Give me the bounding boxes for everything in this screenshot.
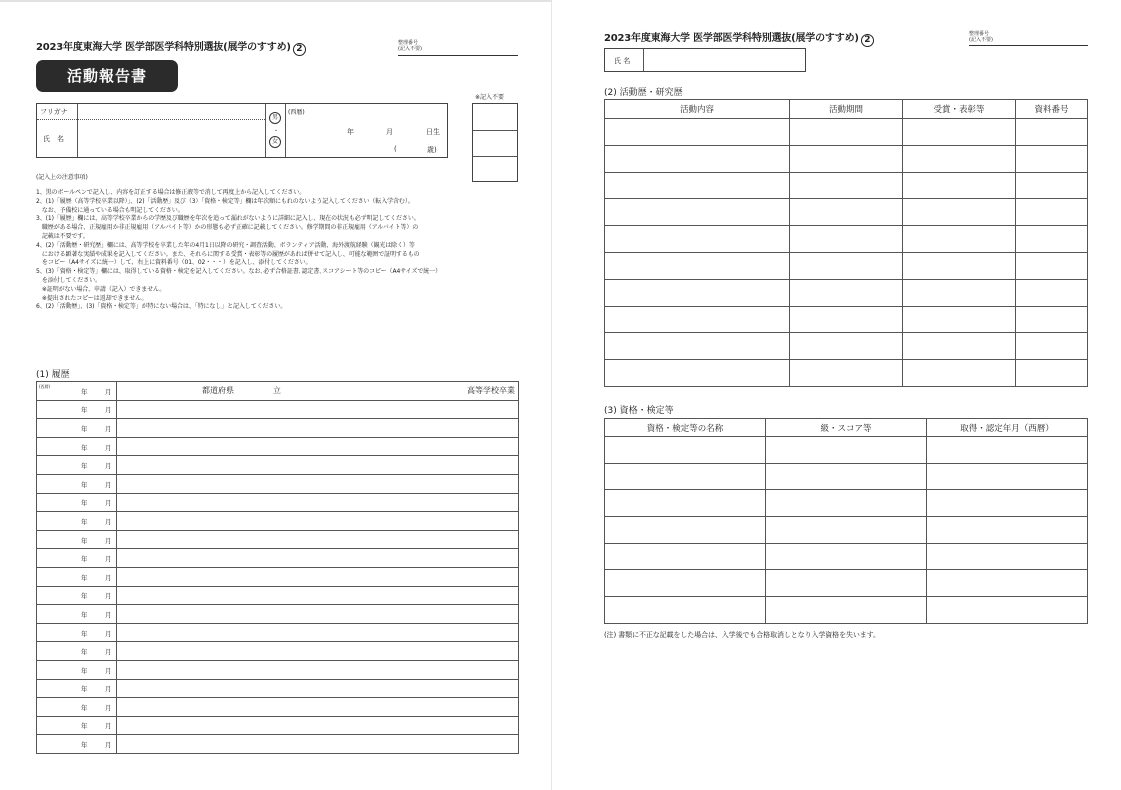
activity-period-cell[interactable] (790, 306, 903, 333)
activity-col-period: 活動期間 (790, 100, 903, 119)
activity-docno-cell[interactable] (1016, 333, 1088, 360)
rireki-row (37, 530, 519, 549)
activity-content-cell[interactable] (605, 226, 790, 253)
year-label: 年 (81, 610, 88, 619)
month-label: 月 (105, 443, 112, 452)
name-field[interactable] (79, 121, 264, 155)
notes-list (36, 189, 520, 312)
month-label: 月 (105, 406, 112, 415)
female-option[interactable]: 女 (269, 136, 281, 148)
rireki-row (37, 493, 519, 512)
rireki-content-cell[interactable] (117, 660, 519, 679)
furigana-field[interactable] (79, 104, 264, 118)
activity-col-content: 活動内容 (605, 100, 790, 119)
activity-award-cell[interactable] (903, 199, 1016, 226)
qual-date-cell[interactable] (927, 517, 1088, 544)
name-box (604, 48, 806, 72)
activity-row (605, 226, 1088, 253)
rireki-row (37, 512, 519, 531)
qual-name-cell[interactable] (605, 463, 766, 490)
qual-col-name: 資格・検定等の名称 (605, 419, 766, 437)
rireki-row (37, 716, 519, 735)
year-label: 年 (81, 741, 88, 750)
qualification-row (605, 570, 1088, 597)
activity-award-cell[interactable] (903, 252, 1016, 279)
rireki-content-cell[interactable] (117, 549, 519, 568)
note-line: 4、(2)「活動歴・研究歴」欄には、高等学校を卒業した年の4月1日以降の研究・調査活動、ボランティア活動、海外渡航経験（観光は除く）等 (36, 241, 415, 249)
seiri-sublabel: (記入不要) (969, 37, 993, 43)
activity-row (605, 279, 1088, 306)
rireki-date-cell[interactable] (37, 735, 117, 754)
qualification-table (604, 418, 1088, 624)
rireki-content-cell[interactable] (117, 437, 519, 456)
year-label: 年 (81, 480, 88, 489)
applicant-box (36, 103, 448, 158)
note-line: における顕著な実績や成果を記入してください。また、それらに関する受賞・表彰等の履歴があれば併せて記入し、可能な範囲で証明するもの (36, 250, 420, 258)
birth-day-label: 日生 (426, 128, 440, 136)
note-line: ※証明がない場合、申請（記入）できません。 (36, 285, 166, 293)
qual-score-cell[interactable] (766, 517, 927, 544)
qual-col-date: 取得・認定年月（西暦） (927, 419, 1088, 437)
activity-period-cell[interactable] (790, 172, 903, 199)
activity-content-cell[interactable] (605, 252, 790, 279)
note-line: なお、予備校に通っている場合も明記してください。 (36, 206, 184, 214)
qual-name-cell[interactable] (605, 517, 766, 544)
activity-row (605, 360, 1088, 387)
birth-month-label: 月 (386, 128, 393, 136)
qual-name-cell[interactable] (605, 490, 766, 517)
rireki-row (37, 549, 519, 568)
month-label: 月 (105, 499, 112, 508)
qual-score-cell[interactable] (766, 543, 927, 570)
seiri-line (398, 55, 518, 56)
gender-separator: ・ (273, 128, 280, 135)
header-title: 2023年度東海大学 医学部医学科特別選抜(展学のすすめ) (36, 42, 291, 53)
note-line: 記載は不要です。 (36, 232, 89, 240)
activity-report-page-2 (553, 0, 1121, 790)
qual-col-score: 級・スコア等 (766, 419, 927, 437)
report-banner: 活動報告書 (36, 60, 178, 92)
rireki-content-cell[interactable] (117, 512, 519, 531)
rireki-table (36, 381, 519, 754)
month-label: 月 (105, 629, 112, 638)
rireki-date-cell[interactable] (37, 419, 117, 438)
activity-row (605, 252, 1088, 279)
month-label: 月 (105, 424, 112, 433)
activity-report-page-1 (0, 0, 552, 790)
qual-date-cell[interactable] (927, 570, 1088, 597)
qualification-row (605, 517, 1088, 544)
activity-period-cell[interactable] (790, 333, 903, 360)
activity-docno-cell[interactable] (1016, 226, 1088, 253)
activity-title: (2) 活動歴・研究歴 (604, 88, 683, 98)
activity-docno-cell[interactable] (1016, 306, 1088, 333)
year-label: 年 (81, 648, 88, 657)
activity-col-award: 受賞・表彰等 (903, 100, 1016, 119)
activity-col-docno: 資料番号 (1016, 100, 1088, 119)
rireki-date-cell[interactable] (37, 549, 117, 568)
rireki-content-cell[interactable] (117, 605, 519, 624)
activity-docno-cell[interactable] (1016, 119, 1088, 146)
rireki-row (37, 586, 519, 605)
rireki-date-cell[interactable] (37, 400, 117, 419)
circled-number: 2 (861, 34, 874, 47)
activity-row (605, 119, 1088, 146)
activity-content-cell[interactable] (605, 199, 790, 226)
rireki-row (37, 382, 519, 401)
rireki-date-cell[interactable] (37, 474, 117, 493)
rireki-content-cell[interactable] (117, 735, 519, 754)
activity-period-cell[interactable] (790, 226, 903, 253)
activity-row (605, 145, 1088, 172)
rireki-row (37, 567, 519, 586)
seiri-sublabel: (記入不要) (398, 46, 422, 52)
footnote: (注) 書類に不正な記載をした場合は、入学後でも合格取消しとなり入学資格を失います。 (604, 631, 880, 639)
qual-date-cell[interactable] (927, 437, 1088, 464)
qualification-title: (3) 資格・検定等 (604, 406, 674, 416)
rireki-content-cell[interactable] (117, 493, 519, 512)
activity-content-cell[interactable] (605, 360, 790, 387)
month-label: 月 (105, 610, 112, 619)
rireki-date-cell[interactable] (37, 456, 117, 475)
qual-score-cell[interactable] (766, 570, 927, 597)
rireki-content-cell[interactable] (117, 456, 519, 475)
qual-score-cell[interactable] (766, 463, 927, 490)
qual-date-cell[interactable] (927, 597, 1088, 624)
rireki-content-cell[interactable] (117, 586, 519, 605)
rireki-date-cell[interactable] (37, 698, 117, 717)
activity-content-cell[interactable] (605, 306, 790, 333)
activity-table (604, 99, 1088, 387)
year-label: 年 (81, 685, 88, 694)
pref-label: 都道府県 (202, 385, 234, 395)
rireki-content-cell[interactable] (117, 474, 519, 493)
activity-award-cell[interactable] (903, 360, 1016, 387)
note-line: をコピー（A4サイズに統一）して、右上に資料番号（01、02・・・）を記入し、添付してください。 (36, 259, 312, 267)
activity-docno-cell[interactable] (1016, 199, 1088, 226)
activity-period-cell[interactable] (790, 145, 903, 172)
activity-row (605, 306, 1088, 333)
qual-score-cell[interactable] (766, 597, 927, 624)
activity-row (605, 172, 1088, 199)
month-label: 月 (105, 592, 112, 601)
activity-content-cell[interactable] (605, 119, 790, 146)
note-line: ※提出されたコピーは返却できません。 (36, 294, 148, 302)
month-label: 月 (105, 462, 112, 471)
activity-award-cell[interactable] (903, 279, 1016, 306)
month-label: 月 (105, 555, 112, 564)
seiri-number (969, 31, 993, 43)
activity-award-cell[interactable] (903, 119, 1016, 146)
rireki-date-cell[interactable] (37, 512, 117, 531)
graduate-label: 高等学校卒業 (467, 385, 515, 395)
note-line: 6、(2)「活動歴」、(3)「資格・検定等」が特にない場合は、「特になし」と記入してください。 (36, 303, 287, 311)
birth-year-label: 年 (347, 128, 354, 136)
note-line: を添付してください。 (36, 276, 101, 284)
qual-name-cell[interactable] (605, 437, 766, 464)
rireki-date-cell[interactable] (37, 493, 117, 512)
rireki-row (37, 642, 519, 661)
qual-name-cell[interactable] (605, 570, 766, 597)
rireki-row (37, 400, 519, 419)
rireki-row (37, 735, 519, 754)
activity-period-cell[interactable] (790, 252, 903, 279)
rireki-date-cell[interactable] (37, 716, 117, 735)
activity-award-cell[interactable] (903, 226, 1016, 253)
rireki-content-cell[interactable] (117, 567, 519, 586)
year-label: 年 (81, 555, 88, 564)
year-label: 年 (81, 629, 88, 638)
name-field[interactable] (645, 50, 803, 70)
rireki-row (37, 679, 519, 698)
activity-docno-cell[interactable] (1016, 360, 1088, 387)
circled-number: 2 (293, 43, 306, 56)
rireki-content-cell[interactable] (117, 382, 519, 401)
year-label: 年 (81, 536, 88, 545)
age-close: 歳) (427, 146, 437, 154)
rireki-date-cell[interactable] (37, 382, 117, 401)
rireki-row (37, 623, 519, 642)
rireki-row (37, 419, 519, 438)
note-line: 1、黒のボールペンで記入し、内容を訂正する場合は修正液等で消して再度上から記入してください。 (36, 189, 306, 196)
rireki-date-cell[interactable] (37, 437, 117, 456)
activity-docno-cell[interactable] (1016, 279, 1088, 306)
activity-row (605, 333, 1088, 360)
year-label: 年 (81, 517, 88, 526)
month-label: 月 (105, 722, 112, 731)
note-line: 2、(1)「履歴（高等学校卒業以降）」、(2)「活動歴」及び（3）「資格・検定等」欄は年次順にもれのないよう記入してください（転入学含む）。 (36, 197, 414, 205)
rireki-content-cell[interactable] (117, 716, 519, 735)
male-option[interactable]: 男 (269, 112, 281, 124)
rireki-content-cell[interactable] (117, 642, 519, 661)
rireki-date-cell[interactable] (37, 605, 117, 624)
qualification-row (605, 490, 1088, 517)
era-label: (西暦) (39, 383, 51, 389)
activity-award-cell[interactable] (903, 333, 1016, 360)
month-label: 月 (105, 666, 112, 675)
activity-content-cell[interactable] (605, 145, 790, 172)
era-label: (西暦) (288, 109, 305, 116)
rireki-content-cell[interactable] (117, 623, 519, 642)
rireki-date-cell[interactable] (37, 679, 117, 698)
year-label: 年 (81, 443, 88, 452)
year-label: 年 (81, 499, 88, 508)
name-label: 氏 名 (43, 135, 64, 143)
note-line: 職歴がある場合、正規雇用か非正規雇用（アルバイト等）かの形態も必ず正確に記載してください。修学期間の非正規雇用（アルバイト等）の (36, 224, 419, 232)
seiri-label: 整理番号 (398, 40, 419, 46)
activity-content-cell[interactable] (605, 172, 790, 199)
month-label: 月 (105, 648, 112, 657)
year-label: 年 (81, 666, 88, 675)
rireki-date-cell[interactable] (37, 660, 117, 679)
kinyu-fuyo-note: ※記入不要 (475, 94, 505, 101)
activity-award-cell[interactable] (903, 145, 1016, 172)
qual-name-cell[interactable] (605, 597, 766, 624)
activity-period-cell[interactable] (790, 119, 903, 146)
note-line: 3、(1)「履歴」欄には、高等学校卒業からの学歴及び職歴を年次を追って漏れがないように詳細に記入し、現在の状況も必ず明記してください。 (36, 215, 420, 223)
month-label: 月 (105, 387, 112, 396)
rireki-row (37, 660, 519, 679)
rireki-content-cell[interactable] (117, 698, 519, 717)
rireki-row (37, 437, 519, 456)
year-label: 年 (81, 722, 88, 731)
notes-title: (記入上の注意事項) (36, 174, 88, 181)
month-label: 月 (105, 741, 112, 750)
year-label: 年 (81, 703, 88, 712)
qual-date-cell[interactable] (927, 490, 1088, 517)
name-label: 氏 名 (614, 57, 631, 65)
activity-content-cell[interactable] (605, 279, 790, 306)
month-label: 月 (105, 517, 112, 526)
qual-date-cell[interactable] (927, 463, 1088, 490)
month-label: 月 (105, 685, 112, 694)
rireki-date-cell[interactable] (37, 567, 117, 586)
header-title: 2023年度東海大学 医学部医学科特別選抜(展学のすすめ) (604, 33, 859, 44)
activity-docno-cell[interactable] (1016, 145, 1088, 172)
activity-docno-cell[interactable] (1016, 252, 1088, 279)
rireki-row (37, 474, 519, 493)
rireki-date-cell[interactable] (37, 642, 117, 661)
activity-period-cell[interactable] (790, 360, 903, 387)
rireki-date-cell[interactable] (37, 623, 117, 642)
rireki-content-cell[interactable] (117, 419, 519, 438)
activity-award-cell[interactable] (903, 172, 1016, 199)
month-label: 月 (105, 573, 112, 582)
activity-period-cell[interactable] (790, 199, 903, 226)
month-label: 月 (105, 703, 112, 712)
rireki-content-cell[interactable] (117, 679, 519, 698)
rireki-row (37, 698, 519, 717)
note-line: 5、(3)「資格・検定等」欄には、取得している資格・検定を記入してください。なお､必ず合格証書､認定書､スコアシート等のコピー（A4サイズで統一） (36, 268, 441, 276)
ritsu-label: 立 (273, 385, 281, 395)
month-label: 月 (105, 536, 112, 545)
page-2-header (604, 29, 874, 47)
rireki-date-cell[interactable] (37, 530, 117, 549)
qualification-row (605, 463, 1088, 490)
furigana-label: フリガナ (40, 108, 68, 116)
qualification-row (605, 543, 1088, 570)
rireki-content-cell[interactable] (117, 530, 519, 549)
rireki-date-cell[interactable] (37, 586, 117, 605)
age-open: ( (394, 145, 397, 153)
rireki-content-cell[interactable] (117, 400, 519, 419)
rireki-row (37, 456, 519, 475)
qual-score-cell[interactable] (766, 490, 927, 517)
rireki-row (37, 605, 519, 624)
activity-row (605, 199, 1088, 226)
seiri-line (969, 45, 1088, 46)
activity-docno-cell[interactable] (1016, 172, 1088, 199)
activity-content-cell[interactable] (605, 333, 790, 360)
seiri-number (398, 40, 422, 52)
year-label: 年 (81, 406, 88, 415)
activity-award-cell[interactable] (903, 306, 1016, 333)
year-label: 年 (81, 424, 88, 433)
qual-date-cell[interactable] (927, 543, 1088, 570)
year-label: 年 (81, 592, 88, 601)
year-label: 年 (81, 462, 88, 471)
activity-period-cell[interactable] (790, 279, 903, 306)
rireki-title: (1) 履歴 (36, 370, 70, 380)
month-label: 月 (105, 480, 112, 489)
qualification-row (605, 597, 1088, 624)
seiri-label: 整理番号 (969, 31, 990, 37)
office-use-box (472, 103, 518, 182)
qualification-row (605, 437, 1088, 464)
year-label: 年 (81, 387, 88, 396)
page-1-header (36, 38, 306, 56)
qual-name-cell[interactable] (605, 543, 766, 570)
qual-score-cell[interactable] (766, 437, 927, 464)
year-label: 年 (81, 573, 88, 582)
